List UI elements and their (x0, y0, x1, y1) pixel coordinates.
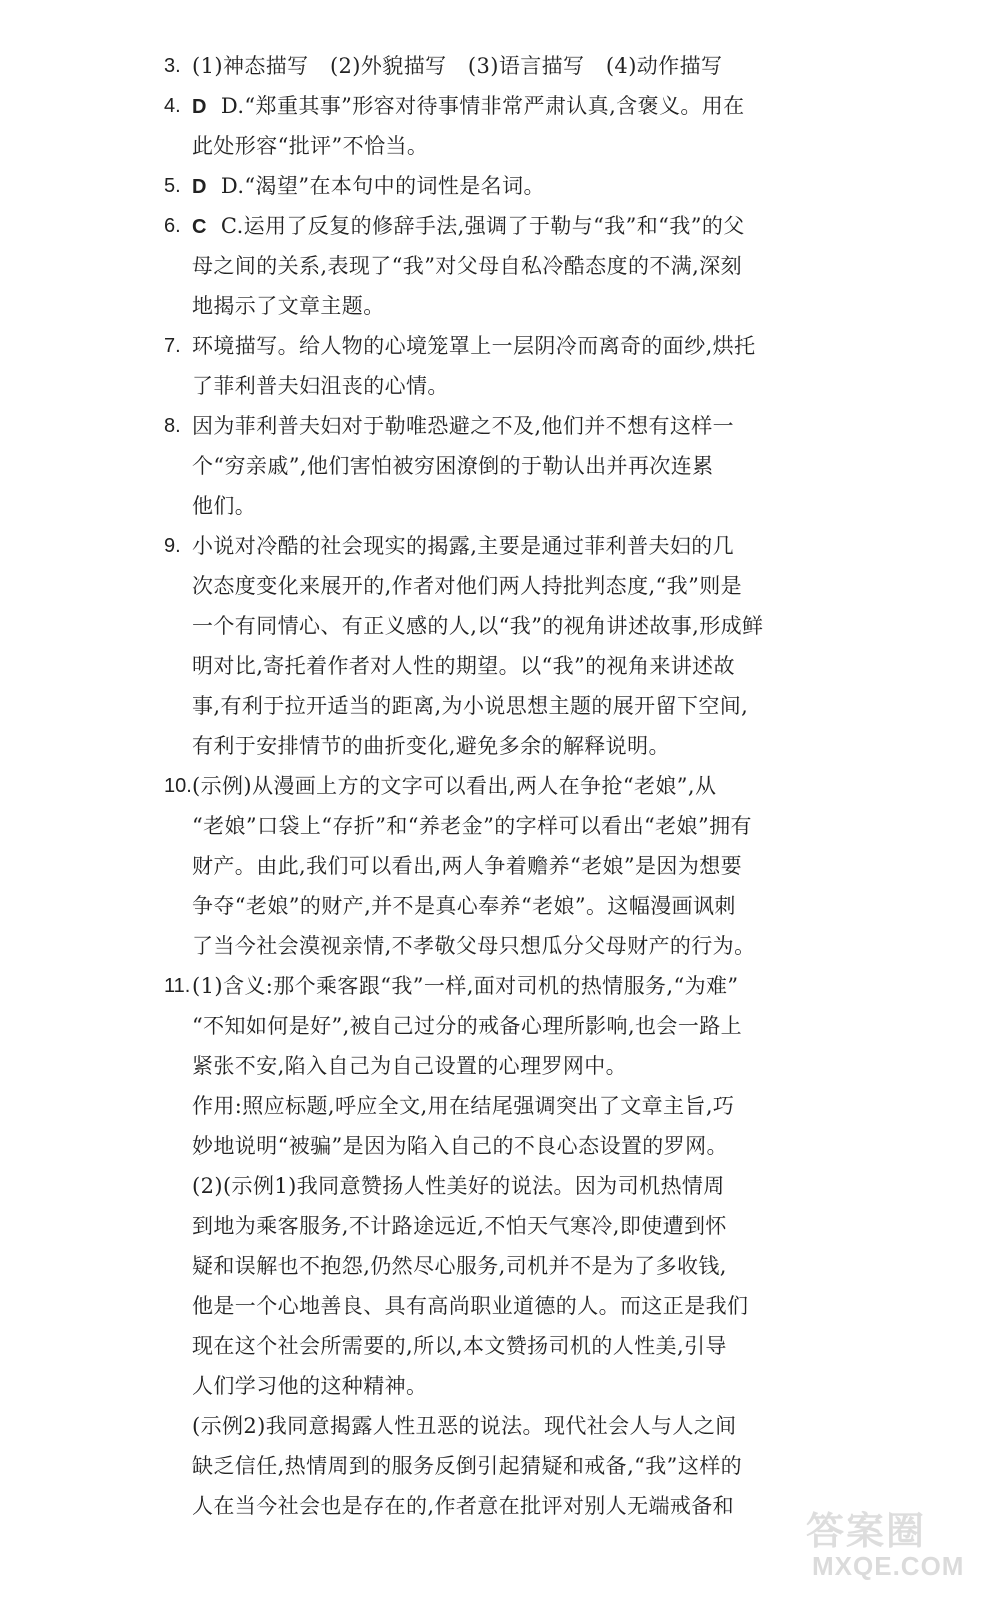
text-line (192, 206, 812, 246)
question-body (192, 206, 812, 326)
question-number: 4. (164, 95, 181, 117)
question-10 (0, 766, 812, 966)
text-line: 一个有同情心、有正义感的人,以“我”的视角讲述故事,形成鲜 (192, 614, 764, 638)
text-line: 地揭示了文章主题。 (192, 294, 385, 318)
text-line: “老娘”口袋上“存折”和“养老金”的字样可以看出“老娘”拥有 (192, 814, 752, 838)
text-segment: D.“郑重其事”形容对待事情非常严肃认真,含褒义。用在 (220, 94, 745, 118)
text-line: 作用:照应标题,呼应全文,用在结尾强调突出了文章主旨,巧 (192, 1094, 735, 1118)
question-number: 11. (164, 975, 191, 997)
text-line: 个“穷亲戚”,他们害怕被穷困潦倒的于勒认出并再次连累 (192, 454, 714, 478)
text-line: 他是一个心地善良、具有高尚职业道德的人。而这正是我们 (192, 1294, 749, 1318)
text-line: 了菲利普夫妇沮丧的心情。 (192, 374, 449, 398)
text-line: “不知如何是好”,被自己过分的戒备心理所影响,也会一路上 (192, 1014, 743, 1038)
question-number: 3. (164, 55, 181, 77)
text-line: 人在当今社会也是存在的,作者意在批评对别人无端戒备和 (192, 1494, 735, 1518)
answer-letter: D (192, 96, 207, 118)
question-body (192, 766, 812, 966)
question-body (192, 406, 812, 526)
text-line: 争夺“老娘”的财产,并不是真心奉养“老娘”。这幅漫画讽刺 (192, 894, 736, 918)
text-line (192, 86, 812, 126)
text-line: 有利于安排情节的曲折变化,避免多余的解释说明。 (192, 734, 670, 758)
text-line: 了当今社会漠视亲情,不孝敬父母只想瓜分父母财产的行为。 (192, 934, 756, 958)
text-line: 次态度变化来展开的,作者对他们两人持批判态度,“我”则是 (192, 574, 743, 598)
text-line: 到地为乘客服务,不计路途远近,不怕天气寒冷,即使遭到怀 (192, 1214, 727, 1238)
watermark-logo (792, 1496, 982, 1584)
watermark-cn: 答案圈 (806, 1509, 927, 1553)
text-line: (2)(示例1)我同意赞扬人性美好的说法。因为司机热情周 (192, 1174, 725, 1198)
text-line: 母之间的关系,表现了“我”对父母自私冷酷态度的不满,深刻 (192, 254, 743, 278)
text-line: (1)含义:那个乘客跟“我”一样,面对司机的热情服务,“为难” (192, 974, 739, 998)
question-6 (0, 206, 812, 326)
text-line: 小说对冷酷的社会现实的揭露,主要是通过菲利普夫妇的几 (192, 534, 735, 558)
question-body (192, 526, 812, 766)
text-line: 人们学习他的这种精神。 (192, 1374, 428, 1398)
part-2-example-1 (192, 1166, 812, 1406)
question-number: 7. (164, 335, 181, 357)
text-line: (1)神态描写 (2)外貌描写 (3)语言描写 (4)动作描写 (192, 54, 723, 78)
question-11 (0, 966, 812, 1526)
question-9 (0, 526, 812, 766)
question-7 (0, 326, 812, 406)
text-line: 此处形容“批评”不恰当。 (192, 134, 429, 158)
text-line: 现在这个社会所需要的,所以,本文赞扬司机的人性美,引导 (192, 1334, 727, 1358)
text-line: 环境描写。给人物的心境笼罩上一层阴冷而离奇的面纱,烘托 (192, 334, 756, 358)
text-segment: D.“渴望”在本句中的词性是名词。 (220, 174, 545, 198)
question-8 (0, 406, 812, 526)
question-number: 10. (164, 775, 192, 797)
watermark-en: MXQE.COM (812, 1551, 965, 1581)
text-line: 缺乏信任,热情周到的服务反倒引起猜疑和戒备,“我”这样的 (192, 1454, 743, 1478)
answer-letter: D (192, 176, 207, 198)
question-3 (0, 46, 812, 86)
text-line: 财产。由此,我们可以看出,两人争着赡养“老娘”是因为想要 (192, 854, 743, 878)
answer-letter: C (192, 216, 207, 238)
part-1-role (192, 1086, 812, 1166)
text-line: 紧张不安,陷入自己为自己设置的心理罗网中。 (192, 1054, 628, 1078)
question-body (192, 86, 812, 166)
part-1-meaning (192, 966, 812, 1086)
text-line (192, 166, 812, 206)
question-number: 8. (164, 415, 181, 437)
question-body (192, 46, 812, 86)
question-5 (0, 166, 812, 206)
question-number: 9. (164, 535, 181, 557)
text-line: 因为菲利普夫妇对于勒唯恐避之不及,他们并不想有这样一 (192, 414, 735, 438)
text-line: 明对比,寄托着作者对人性的期望。以“我”的视角来讲述故 (192, 654, 735, 678)
question-4 (0, 86, 812, 166)
question-body (192, 326, 812, 406)
part-2-example-2 (192, 1406, 812, 1526)
text-line: 事,有利于拉开适当的距离,为小说思想主题的展开留下空间, (192, 694, 749, 718)
text-line: 妙地说明“被骗”是因为陷入自己的不良心态设置的罗网。 (192, 1134, 728, 1158)
text-line: 他们。 (192, 494, 257, 518)
text-segment: C.运用了反复的修辞手法,强调了于勒与“我”和“我”的父 (220, 214, 745, 238)
text-line: (示例)从漫画上方的文字可以看出,两人在争抢“老娘”,从 (192, 774, 717, 798)
question-number: 6. (164, 215, 181, 237)
question-body (192, 166, 812, 206)
question-body (192, 966, 812, 1526)
text-line: 疑和误解也不抱怨,仍然尽心服务,司机并不是为了多收钱, (192, 1254, 727, 1278)
text-line: (示例2)我同意揭露人性丑恶的说法。现代社会人与人之间 (192, 1414, 737, 1438)
question-number: 5. (164, 175, 181, 197)
